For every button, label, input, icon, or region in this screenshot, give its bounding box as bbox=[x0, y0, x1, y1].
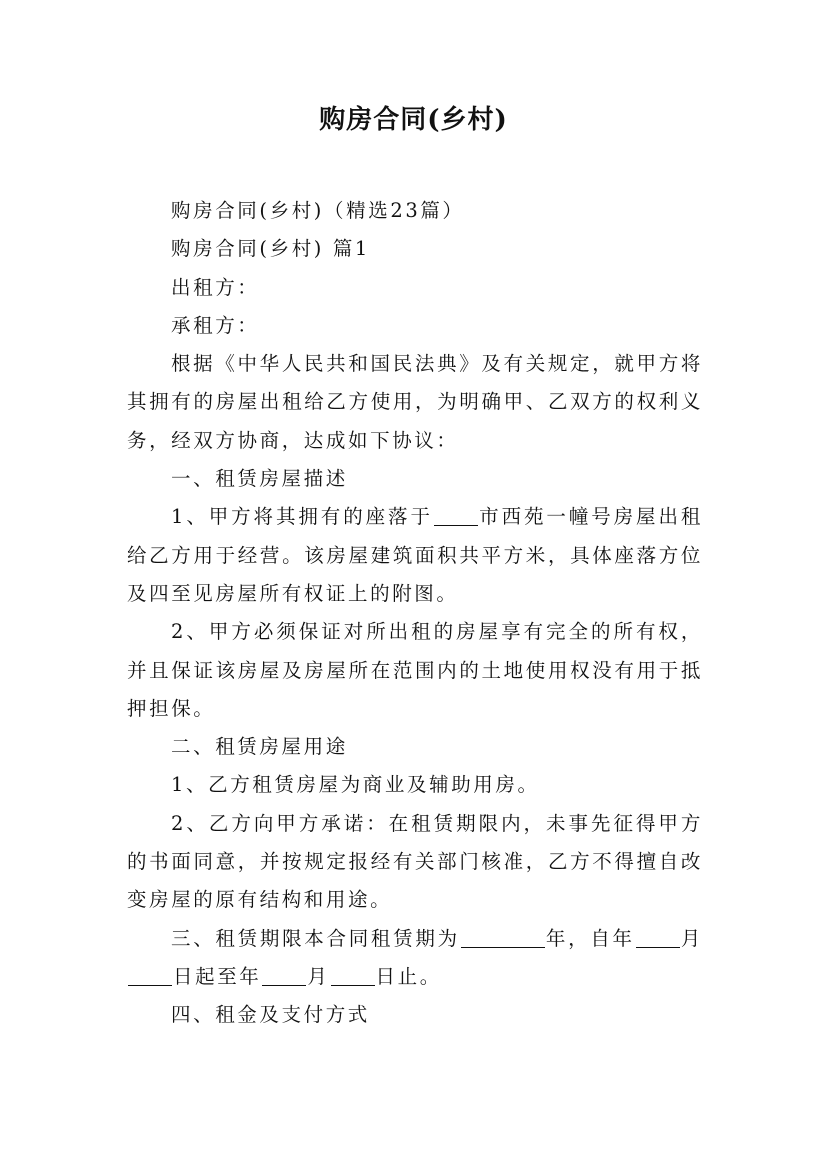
fill-in-blank bbox=[128, 965, 172, 986]
lease-term-text-2: 年，自年 bbox=[545, 926, 635, 950]
paragraph-lease-term bbox=[127, 920, 703, 997]
document-title: 购房合同(乡村) bbox=[319, 105, 508, 135]
lease-term-text-4: 日起至年 bbox=[173, 964, 262, 988]
paragraph-lessee: 承租方： bbox=[171, 313, 260, 337]
fill-in-blank bbox=[331, 965, 375, 986]
paragraph-clause-2-1: 1、乙方租赁房屋为商业及辅助用房。 bbox=[171, 773, 540, 797]
heading-property-use: 二、租赁房屋用途 bbox=[171, 735, 348, 759]
document-body bbox=[127, 192, 703, 1035]
paragraph-clause-1-2: 2、甲方必须保证对所出租的房屋享有完全的所有权，并且保证该房屋及房屋所在范围内的土地使用权没有用于抵押担保。 bbox=[127, 620, 703, 720]
paragraph-section-heading: 购房合同(乡村) 篇1 bbox=[171, 237, 370, 261]
lease-term-text-6: 日止。 bbox=[375, 964, 442, 988]
paragraph-lessor: 出租方： bbox=[171, 275, 260, 299]
fill-in-blank bbox=[461, 927, 545, 948]
paragraph-clause-2-2: 2、乙方向甲方承诺：在租赁期限内，未事先征得甲方的书面同意，并按规定报经有关部门核准，乙方不得擅自改变房屋的原有结构和用途。 bbox=[127, 811, 703, 912]
lease-term-text-5: 月 bbox=[307, 964, 330, 988]
paragraph-preamble: 根据《中华人民共和国民法典》及有关规定，就甲方将其拥有的房屋出租给乙方使用，为明确甲、乙双方的权利义务，经双方协商，达成如下协议： bbox=[127, 352, 703, 452]
lease-term-text-3: 月 bbox=[680, 926, 703, 950]
fill-in-blank bbox=[262, 965, 306, 986]
fill-in-blank bbox=[434, 506, 478, 527]
heading-property-description: 一、租赁房屋描述 bbox=[171, 467, 348, 491]
lease-term-text-1: 三、租赁期限本合同租赁期为 bbox=[171, 926, 460, 950]
clause-1-1-text-b: 市西苑一幢号房屋出租给乙方用于经营。该房屋建筑面积共平方米，具体座落方位及四至见房屋所有权证上的附图。 bbox=[127, 505, 703, 605]
paragraph-clause-1-1 bbox=[127, 498, 703, 613]
paragraph-subtitle: 购房合同(乡村)（精选23篇） bbox=[171, 199, 465, 222]
fill-in-blank bbox=[636, 927, 680, 948]
clause-1-1-text-a: 1、甲方将其拥有的座落于 bbox=[171, 505, 433, 529]
heading-rent-payment: 四、租金及支付方式 bbox=[171, 1003, 370, 1027]
